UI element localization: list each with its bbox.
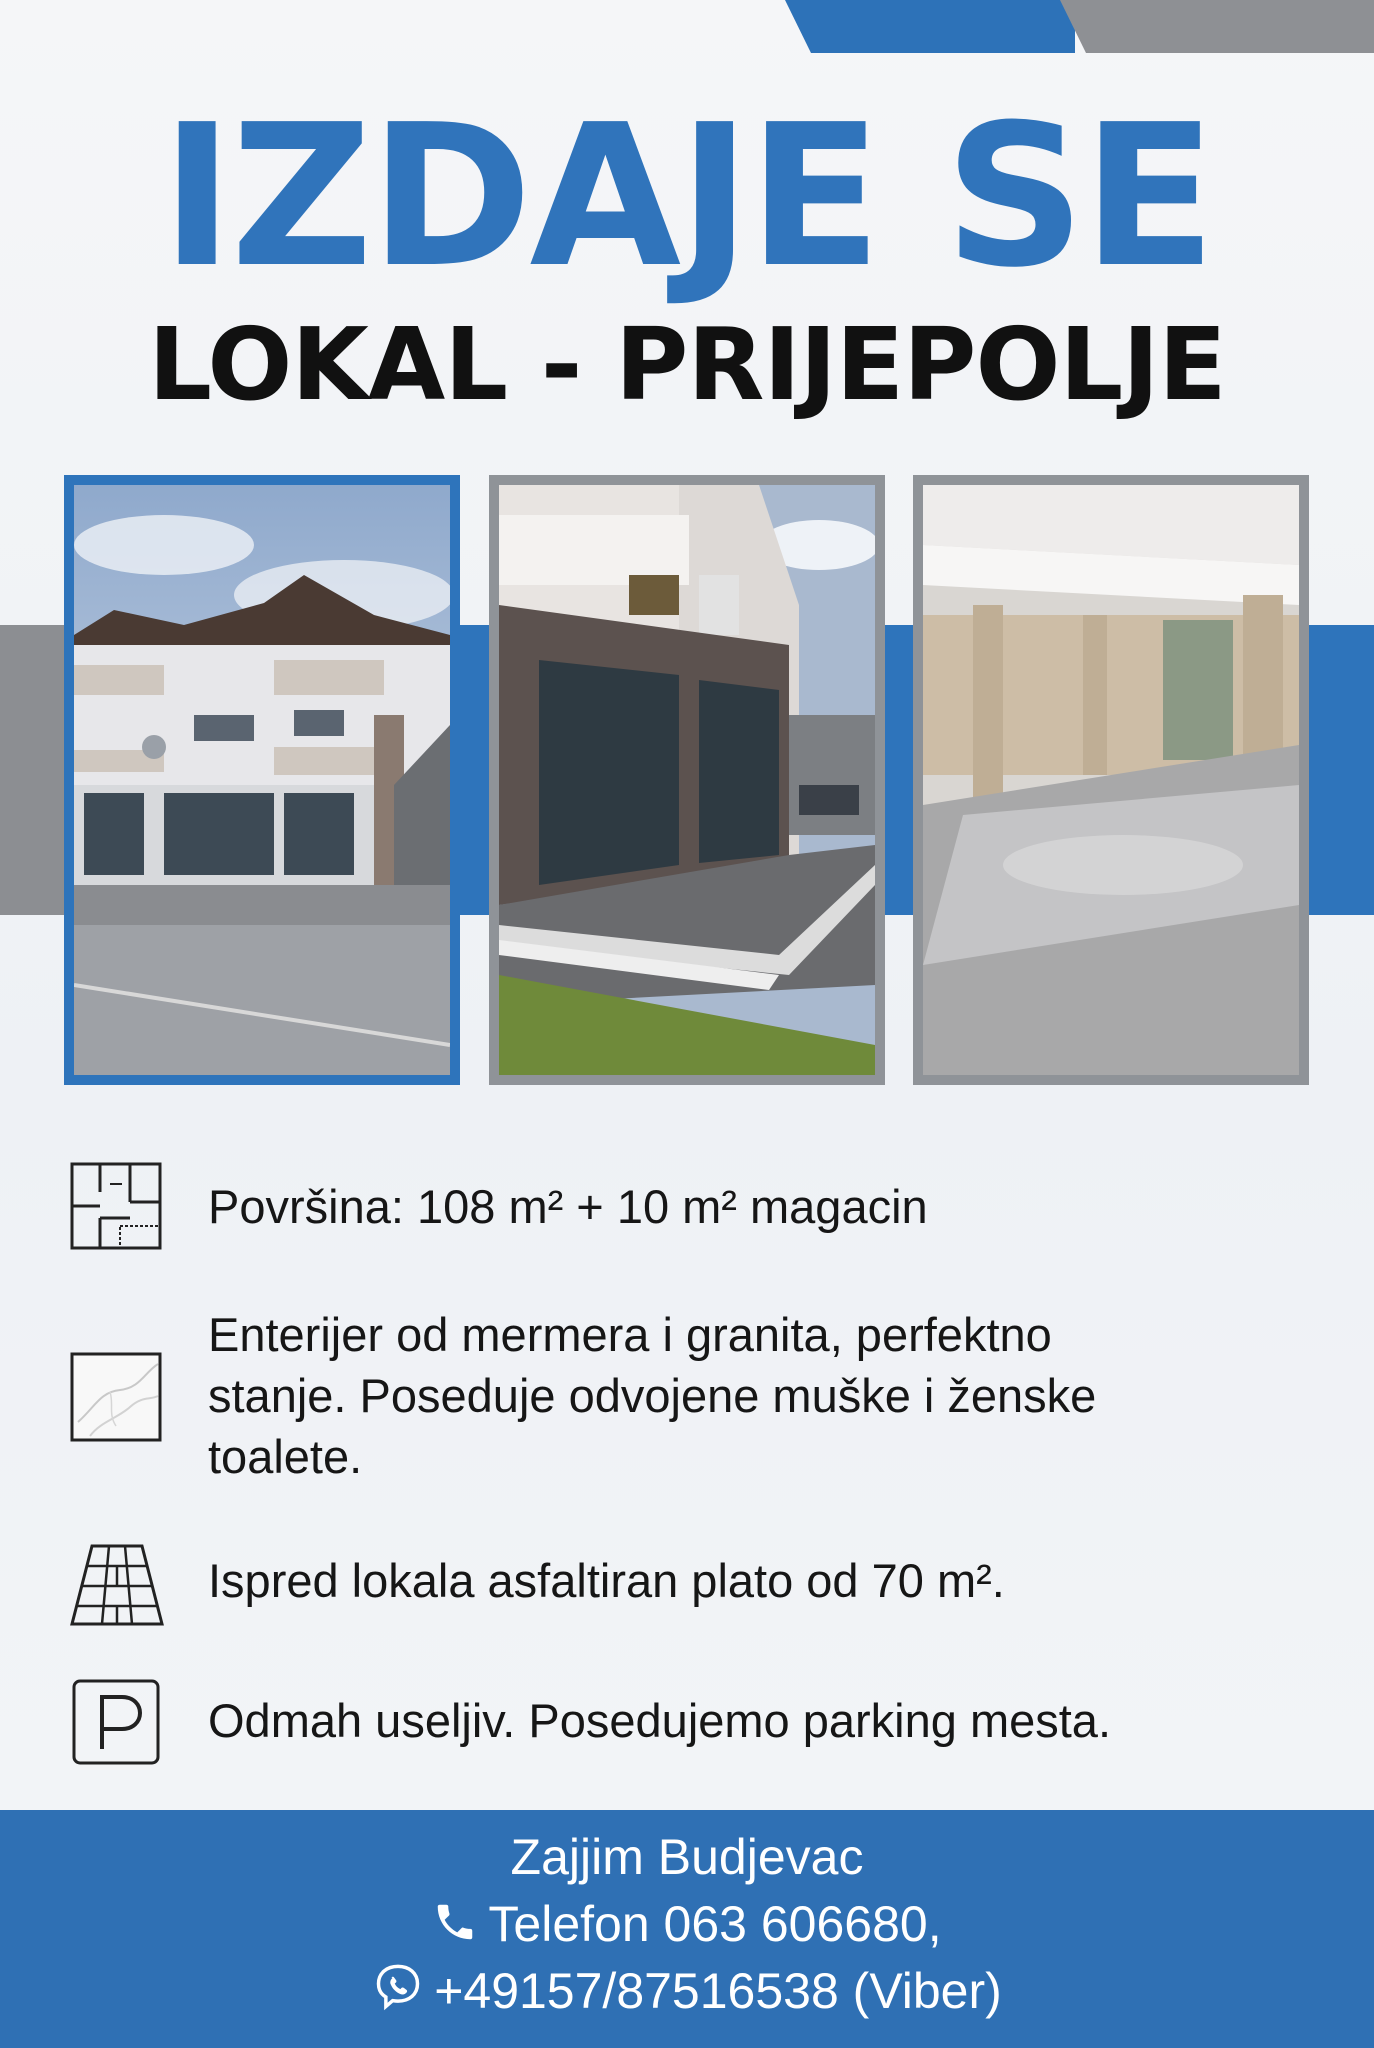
floor-plan-icon (70, 1162, 164, 1252)
feature-interior-line-2: stanje. Poseduje odvojene muške i ženske (208, 1369, 1097, 1422)
building-exterior-photo (64, 475, 460, 1085)
contact-phone-row (0, 1891, 1374, 1961)
contact-viber: +49157/87516538 (Viber) (434, 1963, 1002, 2019)
contact-footer (0, 1810, 1374, 2048)
feature-interior-text (208, 1304, 1328, 1487)
storefront-photo (489, 475, 885, 1085)
contact-phone: Telefon 063 606680, (488, 1896, 942, 1952)
viber-icon (372, 1961, 424, 2029)
interior-photo (913, 475, 1309, 1085)
top-gray-stripe (1060, 0, 1374, 53)
top-blue-stripe (785, 0, 1075, 53)
contact-name: Zajjim Budjevac (510, 1829, 864, 1885)
feature-area-text: Površina: 108 m² + 10 m² magacin (208, 1180, 928, 1233)
page-subtitle: LOKAL - PRIJEPOLJE (148, 306, 1226, 423)
parking-icon (70, 1677, 164, 1767)
paving-icon (70, 1540, 164, 1630)
feature-interior-line-1: Enterijer od mermera i granita, perfektno (208, 1308, 1052, 1361)
phone-icon (432, 1895, 478, 1961)
feature-interior-line-3: toalete. (208, 1430, 363, 1483)
feature-plateau-text: Ispred lokala asfaltiran plato od 70 m². (208, 1554, 1005, 1607)
contact-viber-row (0, 1958, 1374, 2029)
marble-icon (70, 1352, 164, 1442)
feature-parking-text: Odmah useljiv. Posedujemo parking mesta. (208, 1694, 1112, 1747)
page-title: IZDAJE SE (160, 83, 1214, 311)
